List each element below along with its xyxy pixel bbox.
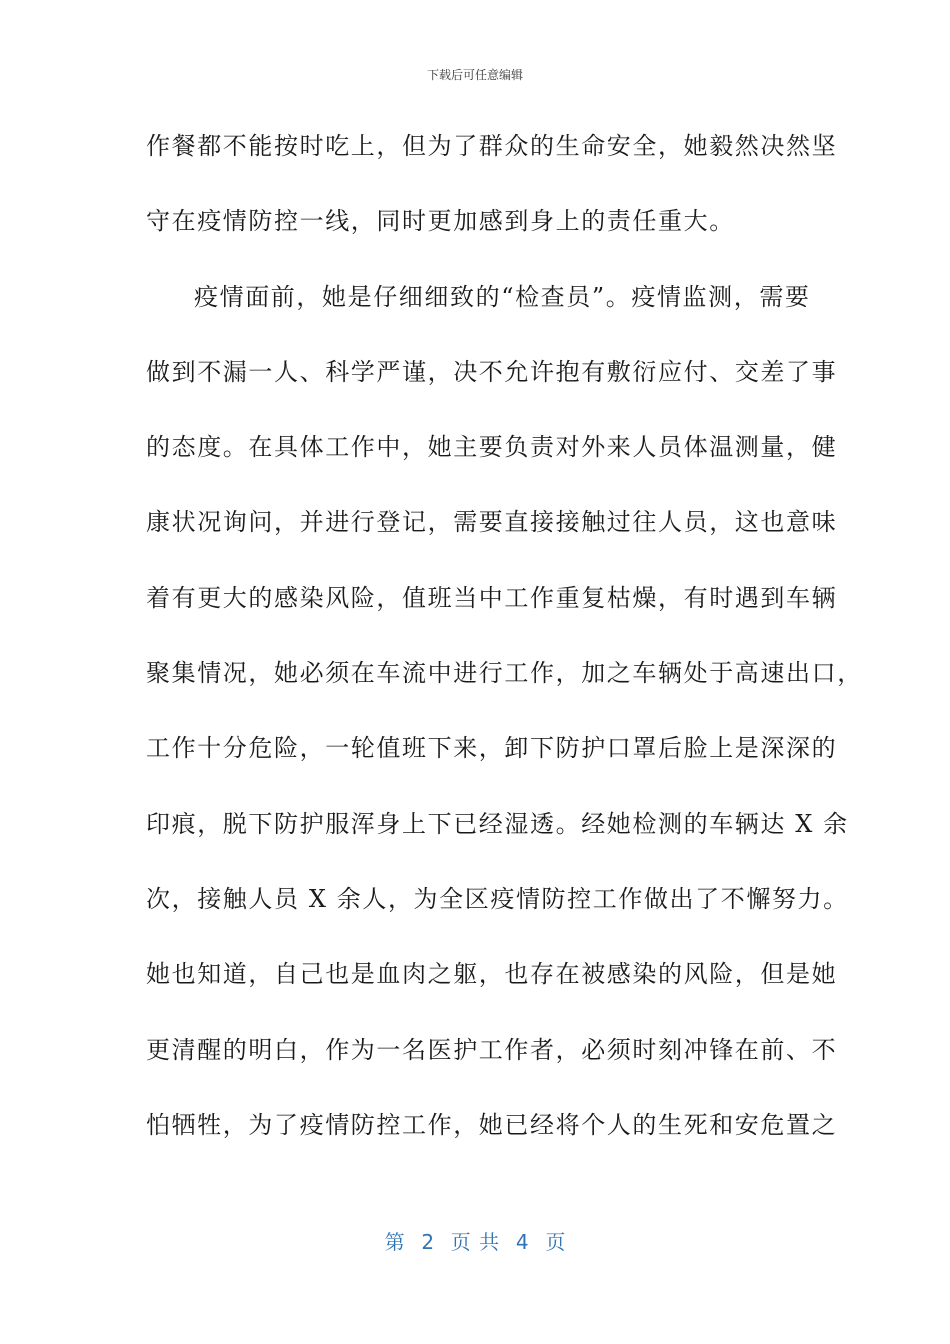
paragraph-start-line: 疫情面前，她是仔细细致的“检查员”。疫情监测，需要 [194, 282, 811, 311]
body-line: 她也知道，自己也是血肉之躯，也存在被感染的风险，但是她 [146, 960, 838, 989]
body-line: 着有更大的感染风险，值班当中工作重复枯燥，有时遇到车辆 [146, 583, 838, 612]
document-body [146, 118, 863, 1172]
body-line: 康状况询问，并进行登记，需要直接接触过往人员，这也意味 [146, 508, 838, 537]
page-number-label: 第 2 页 共 4 页 [384, 1230, 566, 1254]
header-note: 下载后可任意编辑 [426, 68, 523, 82]
body-line: 守在疫情防控一线，同时更加感到身上的责任重大。 [146, 207, 735, 236]
body-line: 更清醒的明白，作为一名医护工作者，必须时刻冲锋在前、不 [146, 1035, 838, 1064]
body-line: 作餐都不能按时吃上，但为了群众的生命安全，她毅然决然坚 [146, 132, 838, 160]
page-number-footer [0, 1226, 950, 1255]
body-line: 工作十分危险，一轮值班下来，卸下防护口罩后脸上是深深的 [146, 734, 838, 763]
body-line: 印痕，脱下防护服浑身上下已经湿透。经她检测的车辆达 X 余 [146, 809, 849, 838]
body-line: 次，接触人员 X 余人，为全区疫情防控工作做出了不懈努力。 [146, 884, 849, 913]
body-line: 的态度。在具体工作中，她主要负责对外来人员体温测量，健 [146, 433, 838, 462]
body-line: 怕牺牲，为了疫情防控工作，她已经将个人的生死和安危置之 [146, 1110, 838, 1139]
body-line: 聚集情况，她必须在车流中进行工作，加之车辆处于高速出口， [146, 659, 863, 688]
body-line: 做到不漏一人、科学严谨，决不允许抱有敷衍应付、交差了事 [146, 357, 838, 386]
